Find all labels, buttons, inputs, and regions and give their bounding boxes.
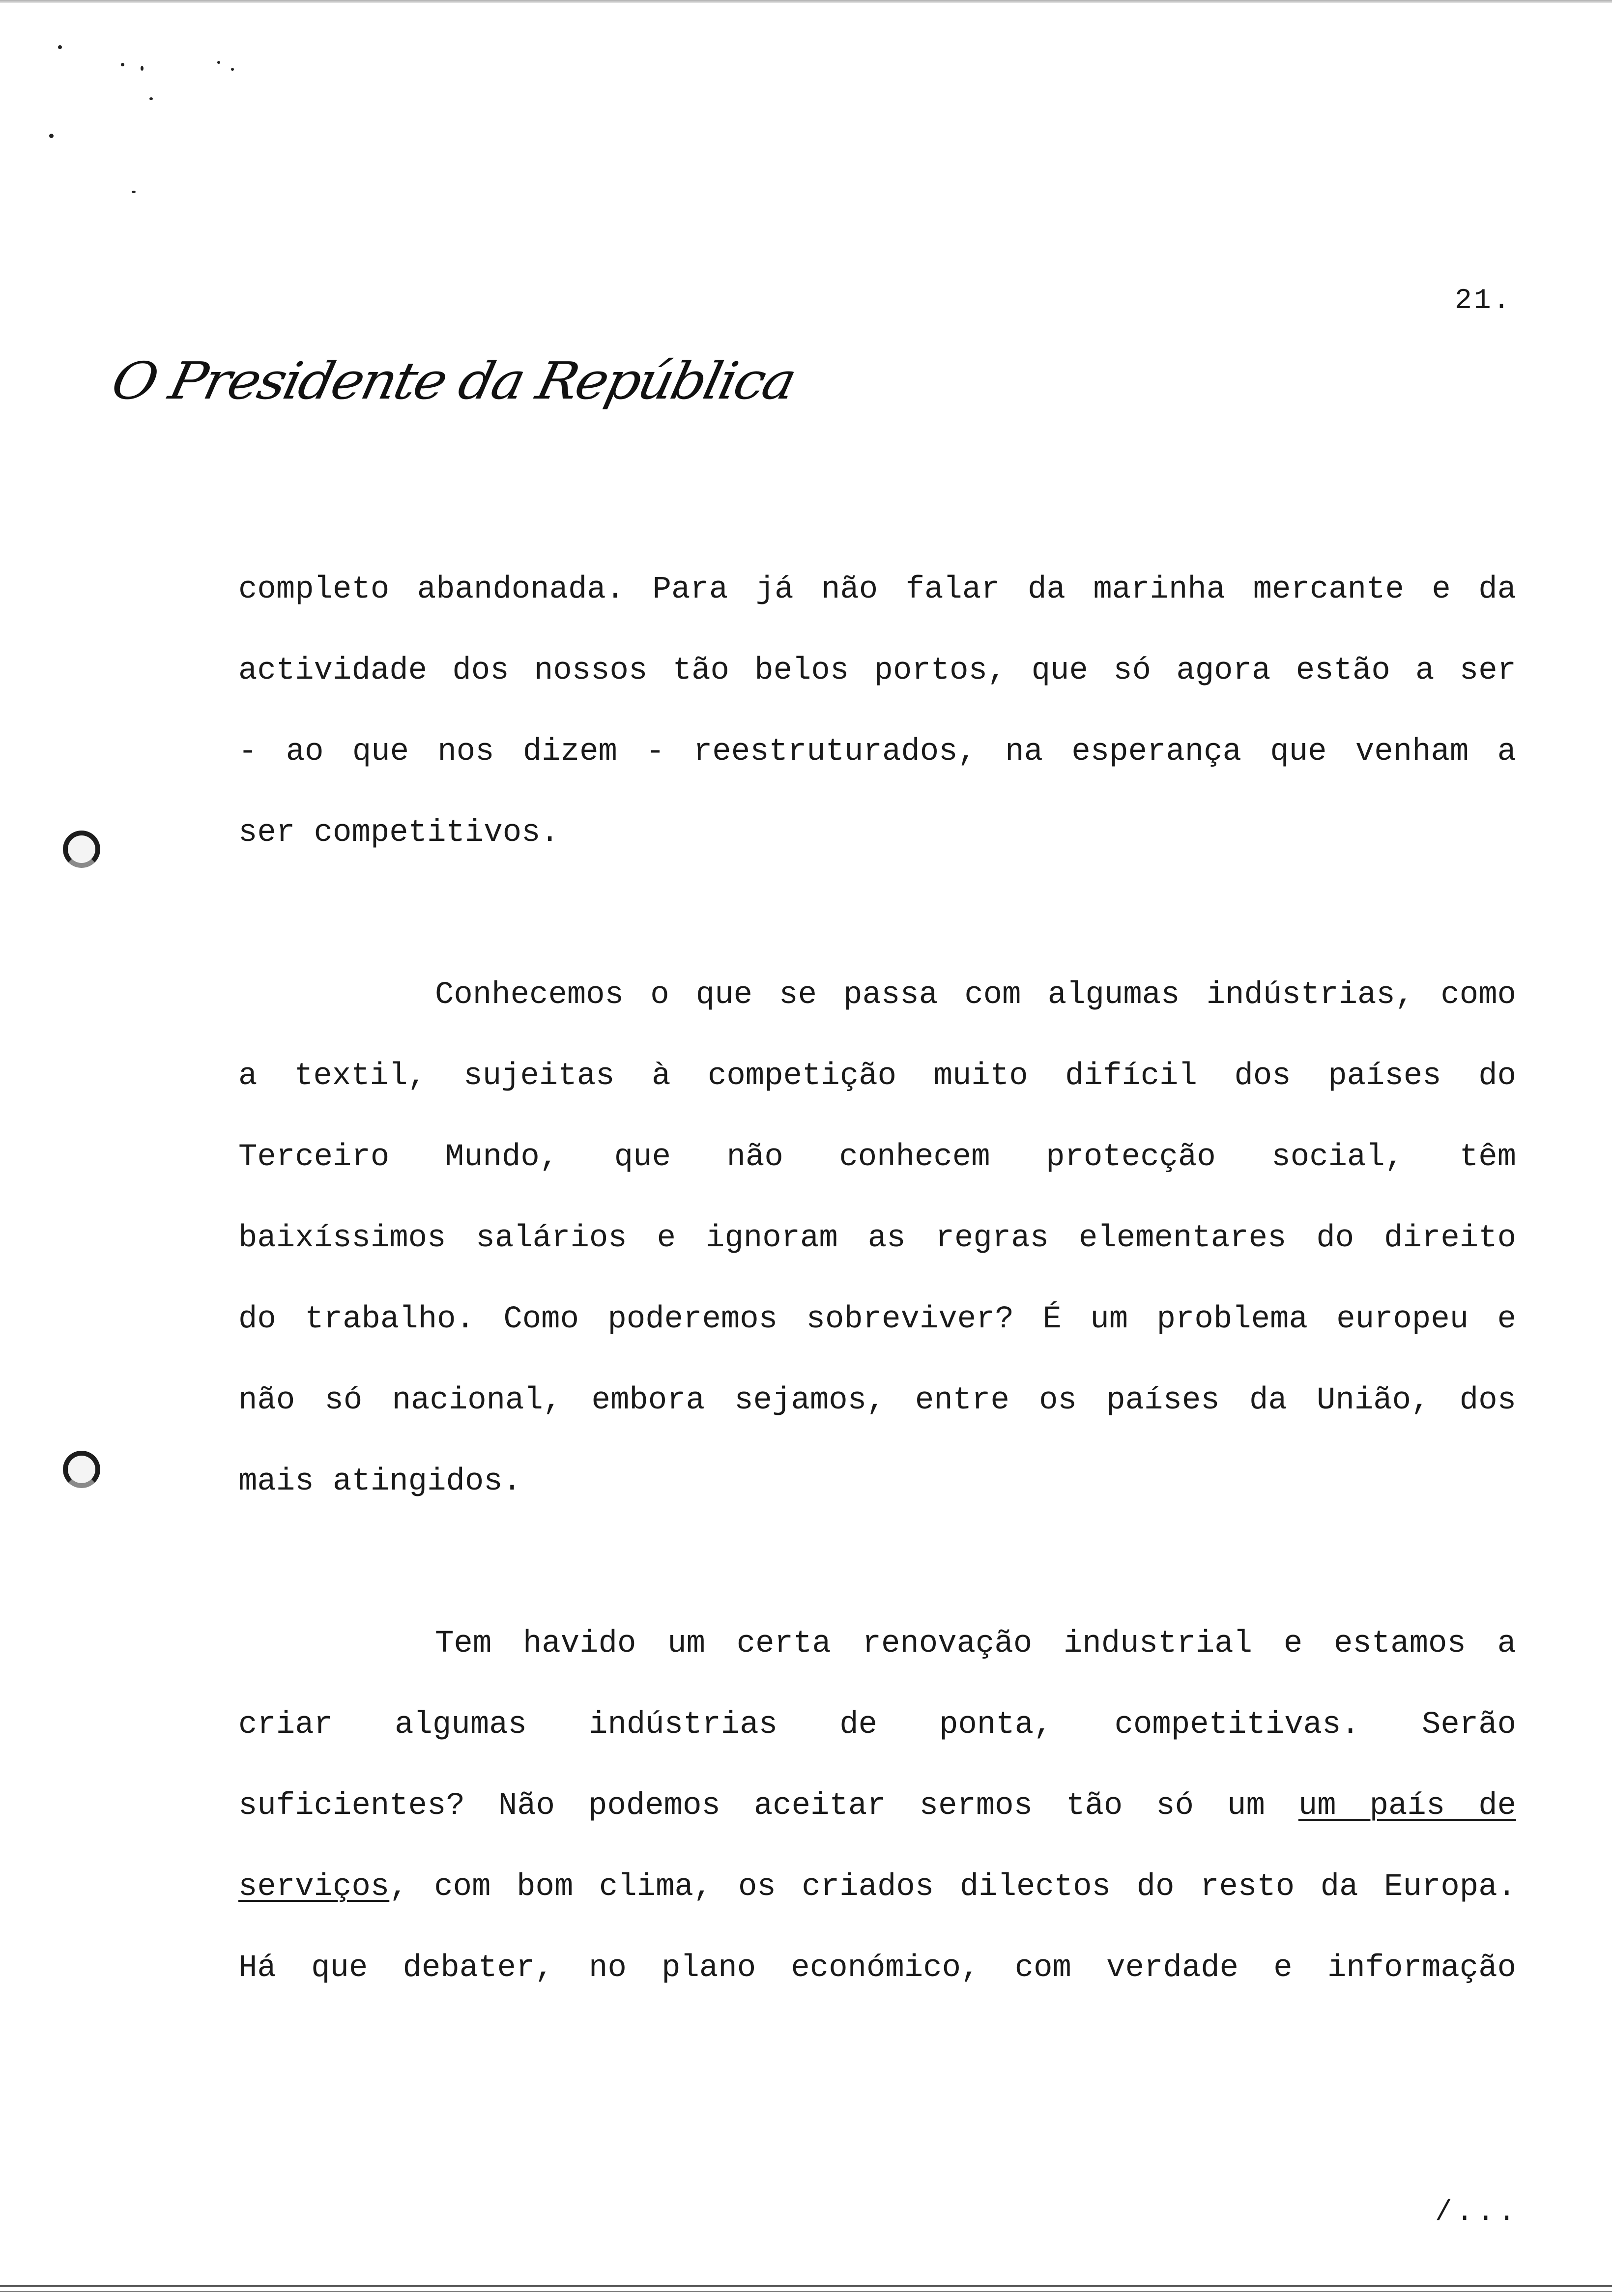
text-line: mais atingidos. [238, 1464, 522, 1499]
text-line: a textil, sujeitas à competição muito difícil dos países do [238, 1059, 1516, 1094]
text-line: Terceiro Mundo, que não conhecem protecção social, têm [238, 1140, 1516, 1175]
scan-bottom-edge [0, 2285, 1612, 2292]
letterhead [106, 344, 801, 432]
punch-hole [63, 1451, 100, 1488]
scan-speck [121, 63, 124, 66]
text-line-with-underline [238, 1855, 1516, 1936]
scan-top-edge [0, 0, 1612, 3]
page-number: 21. [1455, 285, 1512, 317]
text-line: criar algumas indústrias de ponta, competitivas. Serão [238, 1707, 1516, 1743]
text-line: - ao que nos dizem - reestruturados, na esperança que venham a [238, 734, 1516, 770]
scan-speck [58, 45, 62, 49]
text-line: completo abandonada. Para já não falar da marinha mercante e da [238, 572, 1516, 607]
continuation-marker: /... [1435, 2197, 1520, 2229]
scan-speck [149, 97, 153, 100]
text-line: Conhecemos o que se passa com algumas indústrias, como [435, 977, 1516, 1013]
underlined-phrase: um país de [1298, 1788, 1516, 1824]
scan-speck [141, 66, 144, 71]
paragraph-gap [238, 1531, 1516, 1612]
text-line: não só nacional, embora sejamos, entre os países da União, dos [238, 1383, 1516, 1418]
letterhead-text: O Presidente da República [106, 351, 801, 411]
text-line: ser competitivos. [238, 815, 559, 851]
paragraph-2 [238, 963, 1516, 1531]
document-body [238, 558, 1516, 2017]
line-text: suficientes? Não podemos aceitar sermos tão só um [238, 1788, 1265, 1824]
punch-hole [63, 831, 100, 868]
underlined-phrase: serviços [238, 1869, 390, 1905]
text-line: baixíssimos salários e ignoram as regras elementares do direito [238, 1221, 1516, 1256]
text-line: Tem havido um certa renovação industrial e estamos a [435, 1626, 1516, 1662]
scan-speck [217, 61, 220, 64]
paragraph-1 [238, 558, 1516, 882]
scan-speck [231, 68, 234, 71]
line-text: , com bom clima, os criados dilectos do resto da Europa. [389, 1869, 1516, 1905]
paragraph-gap [238, 882, 1516, 963]
paragraph-3 [238, 1612, 1516, 2017]
text-line: Há que debater, no plano económico, com verdade e informação [238, 1951, 1516, 1986]
text-line: do trabalho. Como poderemos sobreviver? É um problema europeu e [238, 1302, 1516, 1337]
text-line: actividade dos nossos tão belos portos, que só agora estão a ser [238, 653, 1516, 689]
text-line-with-underline [238, 1774, 1516, 1855]
scan-speck [49, 134, 54, 138]
scan-speck [132, 191, 136, 193]
